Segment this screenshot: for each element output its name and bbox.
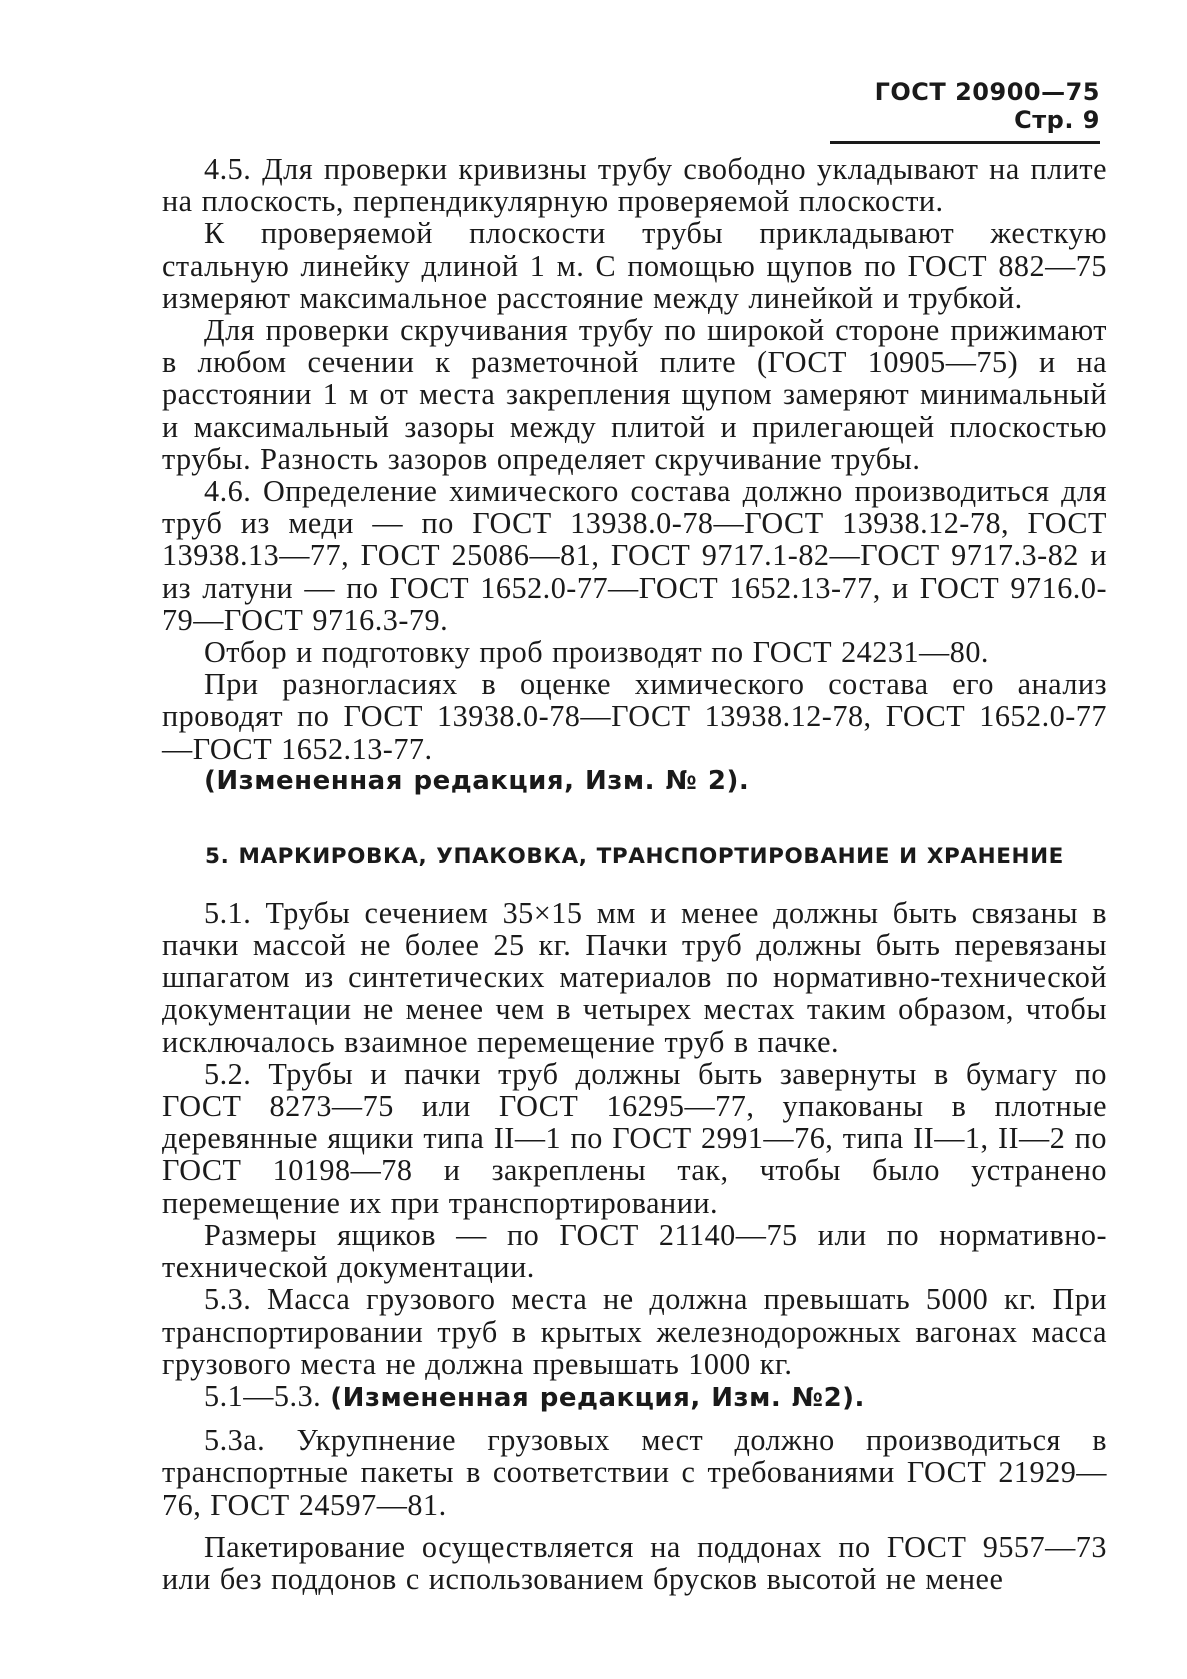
amendment-label: (Измененная редакция, Изм. №2). (330, 1382, 865, 1413)
paragraph-5-1: 5.1. Трубы сечением 35×15 мм и менее должны быть связаны в пачки массой не более 25 кг. Пачки труб должны быть перевязаны шпагатом из синтетических материалов по нормативно-технической документации не менее чем в четырех местах таким образом, чтобы исключалось взаимное перемещение труб в пачке. (162, 895, 1107, 1059)
body-text (162, 153, 1107, 1595)
paragraph-4-5: 4.5. Для проверки кривизны трубу свободно укладывают на плите на плоскость, перпендикулярную проверяемой плоскости. (162, 152, 1107, 219)
doc-reference: ГОСТ 20900—75 (874, 78, 1100, 106)
paragraph-4-6-sampling: Отбор и подготовку проб производят по ГОСТ 24231—80. (204, 635, 989, 670)
amendment-range: 5.1—5.3. (204, 1378, 322, 1413)
paragraph-5-3a: 5.3а. Укрупнение грузовых мест должно производиться в транспортные пакеты в соответствии с требованиями ГОСТ 21929—76, ГОСТ 24597—81. (162, 1423, 1107, 1522)
amendment-note: (Измененная редакция, Изм. № 2). (204, 765, 750, 796)
paragraph-5-2-boxes: Размеры ящиков — по ГОСТ 21140—75 или по нормативно-технической документации. (162, 1217, 1107, 1285)
paragraph-5-3: 5.3. Масса грузового места не должна превышать 5000 кг. При транспортировании труб в крытых железнодорожных вагонах масса грузового места не должна превышать 1000 кг. (162, 1282, 1107, 1381)
section-5-title: 5. МАРКИРОВКА, УПАКОВКА, ТРАНСПОРТИРОВАНИЕ И ХРАНЕНИЕ (205, 843, 1064, 869)
paragraph-5-3a-packaging: Пакетирование осуществляется на поддонах по ГОСТ 9557—73 или без поддонов с использованием брусков высотой не менее (162, 1529, 1107, 1596)
page-number: Стр. 9 (1014, 106, 1100, 134)
paragraph-4-5-ruler: К проверяемой плоскости трубы прикладывают жесткую стальную линейку длиной 1 м. С помощью щупов по ГОСТ 882—75 измеряют максимальное расстояние между линейкой и трубкой. (162, 216, 1107, 315)
paragraph-4-5-twist: Для проверки скручивания трубу по широкой стороне прижимают в любом сечении к разметочной плите (ГОСТ 10905—75) и на расстоянии 1 м от места закрепления щупом замеряют минимальный и максимальный зазоры между плитой и прилегающей плоскостью трубы. Разность зазоров определяет скручивание трубы. (162, 313, 1107, 476)
page-header (830, 78, 1100, 144)
paragraph-5-2: 5.2. Трубы и пачки труб должны быть завернуты в бумагу по ГОСТ 8273—75 или ГОСТ 16295—77, упакованы в плотные деревянные ящики типа II—1 по ГОСТ 2991—76, типа II—1, II—2 по ГОСТ 10198—78 и закреплены так, чтобы было устранено перемещение их при транспортировании. (162, 1056, 1107, 1220)
amendment-note-5 (162, 1380, 1107, 1414)
paragraph-4-6-disputes: При разногласиях в оценке химического состава его анализ проводят по ГОСТ 13938.0-78—ГОСТ 13938.12-78, ГОСТ 1652.0-77 —ГОСТ 1652.13-77. (162, 667, 1107, 766)
paragraph-4-6: 4.6. Определение химического состава должно производиться для труб из меди — по ГОСТ 13938.0-78—ГОСТ 13938.12-78, ГОСТ 13938.13—77, ГОСТ 25086—81, ГОСТ 9717.1-82—ГОСТ 9717.3-82 и из латуни — по ГОСТ 1652.0-77—ГОСТ 1652.13-77, и ГОСТ 9716.0-79—ГОСТ 9716.3-79. (162, 474, 1107, 637)
